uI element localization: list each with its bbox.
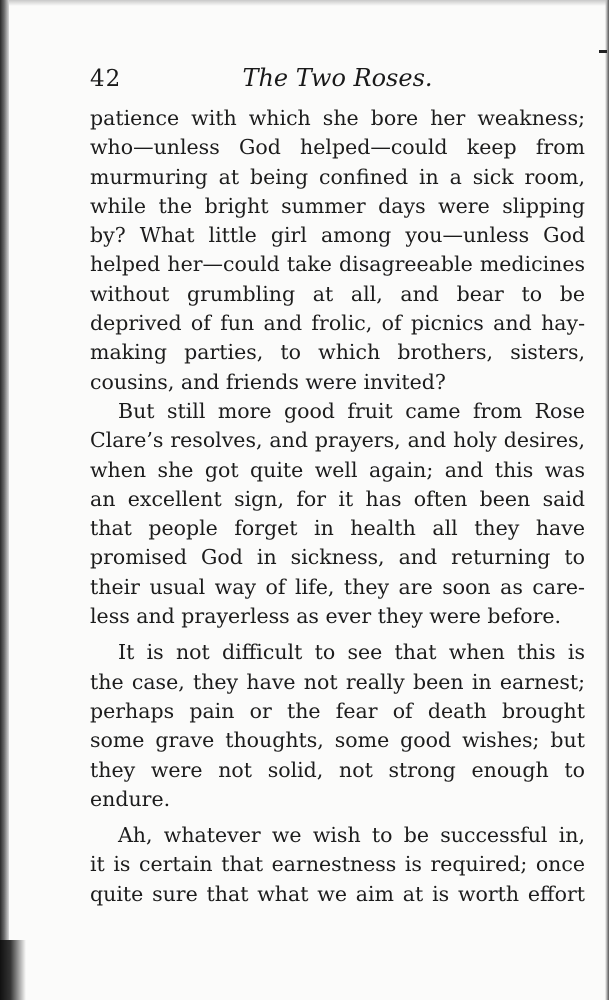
text-line: without grumbling at all, and bear to be bbox=[90, 281, 585, 306]
text-line: an excellent sign, for it has often been said bbox=[90, 486, 585, 511]
text-line: their usual way of life, they are soon as care- bbox=[90, 574, 585, 599]
paragraph-gap bbox=[90, 814, 585, 821]
text-line: murmuring at being confined in a sick room, bbox=[90, 164, 585, 189]
text-line: cousins, and friends were invited? bbox=[90, 369, 446, 394]
running-title: The Two Roses. bbox=[242, 64, 433, 92]
text-line: perhaps pain or the fear of death brought bbox=[90, 698, 585, 723]
text-line: quite sure that what we aim at is worth effort bbox=[90, 881, 585, 906]
text-line: promised God in sickness, and returning to bbox=[90, 545, 585, 570]
page-number: 42 bbox=[90, 66, 122, 92]
page-edge-right bbox=[605, 0, 609, 1000]
binding-edge-left-dark bbox=[0, 940, 26, 1000]
text-line: helped her—could take disagreeable medicines bbox=[90, 252, 585, 277]
text-line: while the bright summer days were slipping bbox=[90, 193, 585, 218]
text-line: they were not solid, not strong enough to bbox=[90, 757, 585, 782]
text-line: that people forget in health all they have bbox=[90, 516, 585, 541]
text-line: Ah, whatever we wish to be successful in, bbox=[118, 823, 585, 848]
body-text bbox=[90, 104, 585, 909]
text-line: some grave thoughts, some good wishes; but bbox=[90, 728, 585, 753]
text-line: when she got quite well again; and this was bbox=[90, 457, 585, 482]
running-header bbox=[90, 60, 585, 100]
text-line: patience with which she bore her weakness; bbox=[90, 106, 585, 130]
text-line: the case, they have not really been in earnest; bbox=[90, 669, 585, 694]
text-line: less and prayerless as ever they were before. bbox=[90, 604, 562, 629]
text-line: deprived of fun and frolic, of picnics and hay- bbox=[90, 311, 585, 336]
text-line: it is certain that earnestness is required; once bbox=[90, 852, 585, 877]
page-edge-mark bbox=[599, 50, 607, 53]
paragraph-gap bbox=[90, 631, 585, 638]
text-line: who—unless God helped—could keep from bbox=[90, 135, 585, 160]
text-line: by? What little girl among you—unless God bbox=[90, 223, 585, 248]
text-line: But still more good fruit came from Rose bbox=[118, 398, 585, 423]
text-line: endure. bbox=[90, 786, 171, 811]
page-top-shadow bbox=[0, 0, 609, 6]
text-line: making parties, to which brothers, sisters, bbox=[90, 340, 585, 365]
text-line: Clare’s resolves, and prayers, and holy desires, bbox=[90, 428, 585, 453]
text-line: It is not difficult to see that when this is bbox=[118, 640, 585, 665]
binding-edge-left bbox=[0, 0, 9, 1000]
